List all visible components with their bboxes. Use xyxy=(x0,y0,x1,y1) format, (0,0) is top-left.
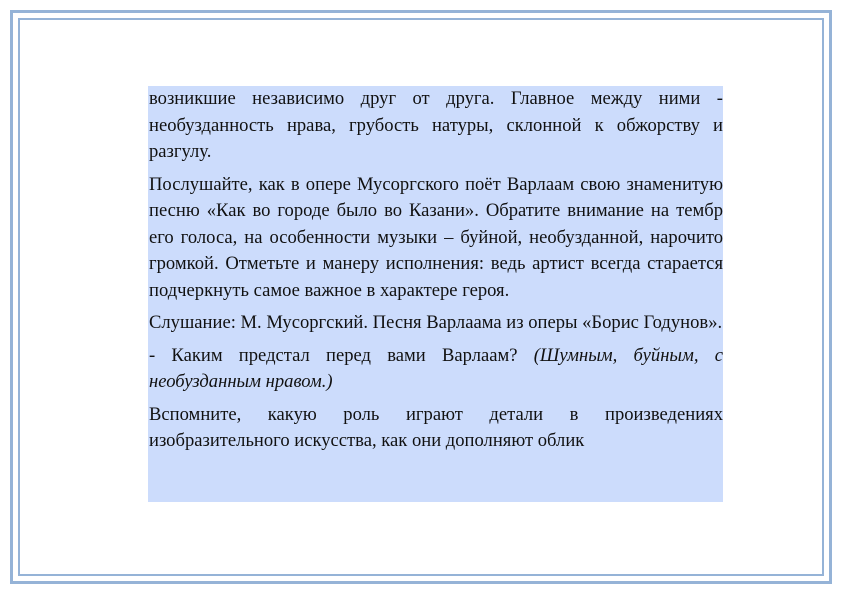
question-answer: (Шумным, буйным, с необузданным нравом.) xyxy=(149,344,723,392)
paragraph-question xyxy=(148,343,723,396)
paragraph-character-traits: возникшие независимо друг от друга. Главное между ними - необузданность нрава, грубость натуры, склонной к обжорству и разгулу. xyxy=(149,88,723,162)
text-block xyxy=(148,86,723,502)
paragraph-listening-title: Слушание: М. Мусоргский. Песня Варлаама из оперы «Борис Годунов». xyxy=(149,312,723,333)
paragraph-listen-instructions: Послушайте, как в опере Мусоргского поёт Варлаам свою знаменитую песню «Как во городе было во Казани». Обратите внимание на тембр его голоса, на особенности музыки – буйной, необузданной, нарочито громкой. Отметьте и манеру исполнения: ведь артист всегда старается подчеркнуть самое важное в характере героя. xyxy=(149,173,723,301)
question-text: - Каким предстал перед вами Варлаам? xyxy=(149,344,534,366)
paragraph-details-role: Вспомните, какую роль играют детали в произведениях изобразительного искусства, как они дополняют облик xyxy=(149,403,723,451)
